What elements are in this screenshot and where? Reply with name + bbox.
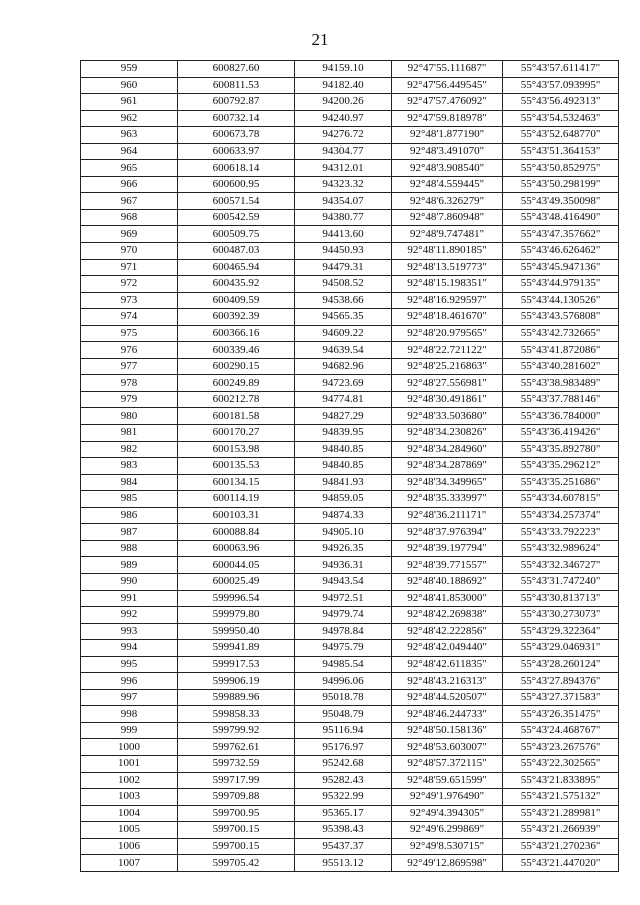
longitude-cell: 92°48'46.244733" [392, 706, 503, 723]
x-coordinate-cell: 600170.27 [178, 425, 295, 442]
point-number-cell: 972 [81, 276, 178, 293]
point-number-cell: 970 [81, 243, 178, 260]
x-coordinate-cell: 599858.33 [178, 706, 295, 723]
x-coordinate-cell: 599917.53 [178, 656, 295, 673]
y-coordinate-cell: 95437.37 [295, 838, 392, 855]
longitude-cell: 92°48'1.877190" [392, 127, 503, 144]
longitude-cell: 92°48'59.651599" [392, 772, 503, 789]
latitude-cell: 55°43'50.298199" [503, 176, 619, 193]
longitude-cell: 92°49'8.530715" [392, 838, 503, 855]
longitude-cell: 92°47'57.476092" [392, 94, 503, 111]
x-coordinate-cell: 600409.59 [178, 292, 295, 309]
latitude-cell: 55°43'24.468767" [503, 722, 619, 739]
x-coordinate-cell: 600435.92 [178, 276, 295, 293]
point-number-cell: 991 [81, 590, 178, 607]
longitude-cell: 92°48'43.216313" [392, 673, 503, 690]
table-row [81, 524, 619, 541]
y-coordinate-cell: 94508.52 [295, 276, 392, 293]
coordinates-table-body [81, 61, 619, 872]
longitude-cell: 92°48'7.860948" [392, 209, 503, 226]
latitude-cell: 55°43'30.813713" [503, 590, 619, 607]
x-coordinate-cell: 600633.97 [178, 143, 295, 160]
x-coordinate-cell: 599799.92 [178, 722, 295, 739]
point-number-cell: 978 [81, 375, 178, 392]
point-number-cell: 964 [81, 143, 178, 160]
latitude-cell: 55°43'43.576808" [503, 309, 619, 326]
x-coordinate-cell: 599941.89 [178, 640, 295, 657]
latitude-cell: 55°43'57.611417" [503, 61, 619, 78]
table-row [81, 491, 619, 508]
table-row [81, 673, 619, 690]
longitude-cell: 92°48'34.230826" [392, 425, 503, 442]
table-row [81, 573, 619, 590]
point-number-cell: 1002 [81, 772, 178, 789]
x-coordinate-cell: 600732.14 [178, 110, 295, 127]
longitude-cell: 92°48'39.197794" [392, 540, 503, 557]
x-coordinate-cell: 600134.15 [178, 474, 295, 491]
table-row [81, 325, 619, 342]
point-number-cell: 976 [81, 342, 178, 359]
table-row [81, 94, 619, 111]
y-coordinate-cell: 94479.31 [295, 259, 392, 276]
y-coordinate-cell: 95176.97 [295, 739, 392, 756]
longitude-cell: 92°48'13.519773" [392, 259, 503, 276]
latitude-cell: 55°43'32.989624" [503, 540, 619, 557]
table-row [81, 143, 619, 160]
table-row [81, 458, 619, 475]
latitude-cell: 55°43'42.732665" [503, 325, 619, 342]
table-row [81, 689, 619, 706]
latitude-cell: 55°43'57.093995" [503, 77, 619, 94]
point-number-cell: 1000 [81, 739, 178, 756]
x-coordinate-cell: 599996.54 [178, 590, 295, 607]
y-coordinate-cell: 94841.93 [295, 474, 392, 491]
point-number-cell: 994 [81, 640, 178, 657]
longitude-cell: 92°48'3.491070" [392, 143, 503, 160]
x-coordinate-cell: 600249.89 [178, 375, 295, 392]
latitude-cell: 55°43'38.983489" [503, 375, 619, 392]
longitude-cell: 92°48'42.611835" [392, 656, 503, 673]
point-number-cell: 975 [81, 325, 178, 342]
latitude-cell: 55°43'36.419426" [503, 425, 619, 442]
table-row [81, 309, 619, 326]
latitude-cell: 55°43'34.607815" [503, 491, 619, 508]
latitude-cell: 55°43'54.532463" [503, 110, 619, 127]
y-coordinate-cell: 95398.43 [295, 822, 392, 839]
x-coordinate-cell: 599732.59 [178, 755, 295, 772]
y-coordinate-cell: 94450.93 [295, 243, 392, 260]
point-number-cell: 979 [81, 391, 178, 408]
point-number-cell: 980 [81, 408, 178, 425]
x-coordinate-cell: 600135.53 [178, 458, 295, 475]
x-coordinate-cell: 599717.99 [178, 772, 295, 789]
x-coordinate-cell: 599889.96 [178, 689, 295, 706]
y-coordinate-cell: 94827.29 [295, 408, 392, 425]
x-coordinate-cell: 600181.58 [178, 408, 295, 425]
table-row [81, 391, 619, 408]
table-row [81, 193, 619, 210]
x-coordinate-cell: 600571.54 [178, 193, 295, 210]
latitude-cell: 55°43'26.351475" [503, 706, 619, 723]
x-coordinate-cell: 600618.14 [178, 160, 295, 177]
point-number-cell: 968 [81, 209, 178, 226]
point-number-cell: 977 [81, 358, 178, 375]
x-coordinate-cell: 600025.49 [178, 573, 295, 590]
latitude-cell: 55°43'45.947136" [503, 259, 619, 276]
point-number-cell: 966 [81, 176, 178, 193]
table-row [81, 838, 619, 855]
latitude-cell: 55°43'30.273073" [503, 607, 619, 624]
longitude-cell: 92°48'22.721122" [392, 342, 503, 359]
y-coordinate-cell: 94276.72 [295, 127, 392, 144]
longitude-cell: 92°48'36.211171" [392, 507, 503, 524]
point-number-cell: 1003 [81, 789, 178, 806]
point-number-cell: 993 [81, 623, 178, 640]
table-row [81, 590, 619, 607]
point-number-cell: 986 [81, 507, 178, 524]
y-coordinate-cell: 95282.43 [295, 772, 392, 789]
x-coordinate-cell: 600792.87 [178, 94, 295, 111]
table-row [81, 540, 619, 557]
x-coordinate-cell: 600103.31 [178, 507, 295, 524]
table-row [81, 276, 619, 293]
y-coordinate-cell: 94926.35 [295, 540, 392, 557]
longitude-cell: 92°48'34.284960" [392, 441, 503, 458]
point-number-cell: 982 [81, 441, 178, 458]
longitude-cell: 92°48'44.520507" [392, 689, 503, 706]
y-coordinate-cell: 94159.10 [295, 61, 392, 78]
longitude-cell: 92°48'15.198351" [392, 276, 503, 293]
latitude-cell: 55°43'41.872086" [503, 342, 619, 359]
y-coordinate-cell: 95513.12 [295, 855, 392, 872]
x-coordinate-cell: 600827.60 [178, 61, 295, 78]
latitude-cell: 55°43'32.346727" [503, 557, 619, 574]
latitude-cell: 55°43'44.979135" [503, 276, 619, 293]
y-coordinate-cell: 94240.97 [295, 110, 392, 127]
table-row [81, 706, 619, 723]
latitude-cell: 55°43'27.894376" [503, 673, 619, 690]
table-row [81, 722, 619, 739]
longitude-cell: 92°48'34.349965" [392, 474, 503, 491]
latitude-cell: 55°43'21.447020" [503, 855, 619, 872]
y-coordinate-cell: 94839.95 [295, 425, 392, 442]
y-coordinate-cell: 94943.54 [295, 573, 392, 590]
x-coordinate-cell: 600465.94 [178, 259, 295, 276]
point-number-cell: 999 [81, 722, 178, 739]
point-number-cell: 1001 [81, 755, 178, 772]
x-coordinate-cell: 600811.53 [178, 77, 295, 94]
y-coordinate-cell: 94978.84 [295, 623, 392, 640]
table-row [81, 110, 619, 127]
table-row [81, 656, 619, 673]
point-number-cell: 981 [81, 425, 178, 442]
latitude-cell: 55°43'35.892780" [503, 441, 619, 458]
longitude-cell: 92°48'6.326279" [392, 193, 503, 210]
longitude-cell: 92°47'59.818978" [392, 110, 503, 127]
x-coordinate-cell: 600392.39 [178, 309, 295, 326]
point-number-cell: 984 [81, 474, 178, 491]
point-number-cell: 967 [81, 193, 178, 210]
x-coordinate-cell: 600366.16 [178, 325, 295, 342]
latitude-cell: 55°43'46.626462" [503, 243, 619, 260]
longitude-cell: 92°48'16.929597" [392, 292, 503, 309]
x-coordinate-cell: 600088.84 [178, 524, 295, 541]
longitude-cell: 92°48'18.461670" [392, 309, 503, 326]
point-number-cell: 998 [81, 706, 178, 723]
x-coordinate-cell: 600542.59 [178, 209, 295, 226]
x-coordinate-cell: 600044.05 [178, 557, 295, 574]
table-row [81, 474, 619, 491]
point-number-cell: 992 [81, 607, 178, 624]
y-coordinate-cell: 94565.35 [295, 309, 392, 326]
point-number-cell: 959 [81, 61, 178, 78]
table-row [81, 557, 619, 574]
latitude-cell: 55°43'52.648770" [503, 127, 619, 144]
latitude-cell: 55°43'50.852975" [503, 160, 619, 177]
x-coordinate-cell: 600339.46 [178, 342, 295, 359]
point-number-cell: 997 [81, 689, 178, 706]
latitude-cell: 55°43'47.357662" [503, 226, 619, 243]
x-coordinate-cell: 599906.19 [178, 673, 295, 690]
latitude-cell: 55°43'21.289981" [503, 805, 619, 822]
longitude-cell: 92°49'12.869598" [392, 855, 503, 872]
point-number-cell: 987 [81, 524, 178, 541]
table-row [81, 739, 619, 756]
x-coordinate-cell: 600600.95 [178, 176, 295, 193]
y-coordinate-cell: 95116.94 [295, 722, 392, 739]
y-coordinate-cell: 94874.33 [295, 507, 392, 524]
table-row [81, 226, 619, 243]
latitude-cell: 55°43'40.281602" [503, 358, 619, 375]
table-row [81, 640, 619, 657]
y-coordinate-cell: 94840.85 [295, 458, 392, 475]
x-coordinate-cell: 600153.98 [178, 441, 295, 458]
x-coordinate-cell: 600487.03 [178, 243, 295, 260]
table-row [81, 507, 619, 524]
longitude-cell: 92°48'37.976394" [392, 524, 503, 541]
latitude-cell: 55°43'37.788146" [503, 391, 619, 408]
point-number-cell: 974 [81, 309, 178, 326]
latitude-cell: 55°43'35.296212" [503, 458, 619, 475]
longitude-cell: 92°48'41.853000" [392, 590, 503, 607]
latitude-cell: 55°43'34.257374" [503, 507, 619, 524]
point-number-cell: 965 [81, 160, 178, 177]
y-coordinate-cell: 95018.78 [295, 689, 392, 706]
x-coordinate-cell: 599950.40 [178, 623, 295, 640]
x-coordinate-cell: 599762.61 [178, 739, 295, 756]
y-coordinate-cell: 94312.01 [295, 160, 392, 177]
longitude-cell: 92°48'40.188692" [392, 573, 503, 590]
x-coordinate-cell: 599700.15 [178, 822, 295, 839]
longitude-cell: 92°48'39.771557" [392, 557, 503, 574]
y-coordinate-cell: 94682.96 [295, 358, 392, 375]
table-row [81, 441, 619, 458]
x-coordinate-cell: 600114.19 [178, 491, 295, 508]
latitude-cell: 55°43'27.371583" [503, 689, 619, 706]
table-row [81, 160, 619, 177]
table-row [81, 358, 619, 375]
coordinates-table [80, 60, 619, 872]
latitude-cell: 55°43'23.267576" [503, 739, 619, 756]
y-coordinate-cell: 94380.77 [295, 209, 392, 226]
y-coordinate-cell: 94979.74 [295, 607, 392, 624]
y-coordinate-cell: 94323.32 [295, 176, 392, 193]
longitude-cell: 92°48'30.491861" [392, 391, 503, 408]
y-coordinate-cell: 94975.79 [295, 640, 392, 657]
latitude-cell: 55°43'21.833895" [503, 772, 619, 789]
table-row [81, 243, 619, 260]
y-coordinate-cell: 94840.85 [295, 441, 392, 458]
point-number-cell: 961 [81, 94, 178, 111]
latitude-cell: 55°43'48.416490" [503, 209, 619, 226]
x-coordinate-cell: 599709.88 [178, 789, 295, 806]
y-coordinate-cell: 94985.54 [295, 656, 392, 673]
y-coordinate-cell: 94859.05 [295, 491, 392, 508]
latitude-cell: 55°43'33.792223" [503, 524, 619, 541]
page-number: 21 [311, 30, 329, 49]
x-coordinate-cell: 600509.75 [178, 226, 295, 243]
point-number-cell: 1004 [81, 805, 178, 822]
longitude-cell: 92°48'42.222856" [392, 623, 503, 640]
y-coordinate-cell: 94996.06 [295, 673, 392, 690]
y-coordinate-cell: 95365.17 [295, 805, 392, 822]
y-coordinate-cell: 94304.77 [295, 143, 392, 160]
table-row [81, 375, 619, 392]
longitude-cell: 92°47'55.111687" [392, 61, 503, 78]
longitude-cell: 92°48'4.559445" [392, 176, 503, 193]
y-coordinate-cell: 94182.40 [295, 77, 392, 94]
latitude-cell: 55°43'51.364153" [503, 143, 619, 160]
y-coordinate-cell: 95242.68 [295, 755, 392, 772]
y-coordinate-cell: 95322.99 [295, 789, 392, 806]
table-row [81, 127, 619, 144]
longitude-cell: 92°48'9.747481" [392, 226, 503, 243]
table-row [81, 772, 619, 789]
table-row [81, 176, 619, 193]
longitude-cell: 92°48'53.603007" [392, 739, 503, 756]
longitude-cell: 92°48'34.287869" [392, 458, 503, 475]
longitude-cell: 92°48'33.503680" [392, 408, 503, 425]
point-number-cell: 985 [81, 491, 178, 508]
x-coordinate-cell: 600673.78 [178, 127, 295, 144]
longitude-cell: 92°48'3.908540" [392, 160, 503, 177]
longitude-cell: 92°48'25.216863" [392, 358, 503, 375]
point-number-cell: 960 [81, 77, 178, 94]
y-coordinate-cell: 94538.66 [295, 292, 392, 309]
point-number-cell: 1006 [81, 838, 178, 855]
point-number-cell: 969 [81, 226, 178, 243]
longitude-cell: 92°48'20.979565" [392, 325, 503, 342]
table-row [81, 789, 619, 806]
table-row [81, 259, 619, 276]
y-coordinate-cell: 94723.69 [295, 375, 392, 392]
longitude-cell: 92°48'27.556981" [392, 375, 503, 392]
table-row [81, 292, 619, 309]
x-coordinate-cell: 599979.80 [178, 607, 295, 624]
y-coordinate-cell: 94639.54 [295, 342, 392, 359]
x-coordinate-cell: 600063.96 [178, 540, 295, 557]
longitude-cell: 92°49'6.299869" [392, 822, 503, 839]
latitude-cell: 55°43'22.302565" [503, 755, 619, 772]
longitude-cell: 92°49'1.976490" [392, 789, 503, 806]
y-coordinate-cell: 94609.22 [295, 325, 392, 342]
table-row [81, 607, 619, 624]
table-row [81, 408, 619, 425]
latitude-cell: 55°43'28.260124" [503, 656, 619, 673]
table-row [81, 805, 619, 822]
longitude-cell: 92°47'56.449545" [392, 77, 503, 94]
table-row [81, 822, 619, 839]
table-row [81, 342, 619, 359]
point-number-cell: 989 [81, 557, 178, 574]
y-coordinate-cell: 94413.60 [295, 226, 392, 243]
point-number-cell: 973 [81, 292, 178, 309]
table-row [81, 425, 619, 442]
longitude-cell: 92°48'35.333997" [392, 491, 503, 508]
point-number-cell: 996 [81, 673, 178, 690]
point-number-cell: 983 [81, 458, 178, 475]
latitude-cell: 55°43'29.322364" [503, 623, 619, 640]
longitude-cell: 92°49'4.394305" [392, 805, 503, 822]
longitude-cell: 92°48'57.372115" [392, 755, 503, 772]
longitude-cell: 92°48'42.269838" [392, 607, 503, 624]
latitude-cell: 55°43'56.492313" [503, 94, 619, 111]
table-row [81, 61, 619, 78]
latitude-cell: 55°43'29.046931" [503, 640, 619, 657]
longitude-cell: 92°48'42.049440" [392, 640, 503, 657]
point-number-cell: 1007 [81, 855, 178, 872]
y-coordinate-cell: 94972.51 [295, 590, 392, 607]
table-row [81, 77, 619, 94]
point-number-cell: 1005 [81, 822, 178, 839]
longitude-cell: 92°48'11.890185" [392, 243, 503, 260]
x-coordinate-cell: 599705.42 [178, 855, 295, 872]
latitude-cell: 55°43'44.130526" [503, 292, 619, 309]
y-coordinate-cell: 94774.81 [295, 391, 392, 408]
latitude-cell: 55°43'21.266939" [503, 822, 619, 839]
point-number-cell: 990 [81, 573, 178, 590]
latitude-cell: 55°43'21.575132" [503, 789, 619, 806]
x-coordinate-cell: 599700.15 [178, 838, 295, 855]
x-coordinate-cell: 600290.15 [178, 358, 295, 375]
latitude-cell: 55°43'21.270236" [503, 838, 619, 855]
table-row [81, 623, 619, 640]
point-number-cell: 971 [81, 259, 178, 276]
latitude-cell: 55°43'35.251686" [503, 474, 619, 491]
latitude-cell: 55°43'36.784000" [503, 408, 619, 425]
y-coordinate-cell: 94936.31 [295, 557, 392, 574]
y-coordinate-cell: 94200.26 [295, 94, 392, 111]
table-row [81, 755, 619, 772]
y-coordinate-cell: 94905.10 [295, 524, 392, 541]
point-number-cell: 962 [81, 110, 178, 127]
table-row [81, 209, 619, 226]
point-number-cell: 963 [81, 127, 178, 144]
point-number-cell: 988 [81, 540, 178, 557]
table-row [81, 855, 619, 872]
latitude-cell: 55°43'31.747240" [503, 573, 619, 590]
y-coordinate-cell: 94354.07 [295, 193, 392, 210]
point-number-cell: 995 [81, 656, 178, 673]
latitude-cell: 55°43'49.350098" [503, 193, 619, 210]
longitude-cell: 92°48'50.158136" [392, 722, 503, 739]
y-coordinate-cell: 95048.79 [295, 706, 392, 723]
x-coordinate-cell: 599700.95 [178, 805, 295, 822]
x-coordinate-cell: 600212.78 [178, 391, 295, 408]
